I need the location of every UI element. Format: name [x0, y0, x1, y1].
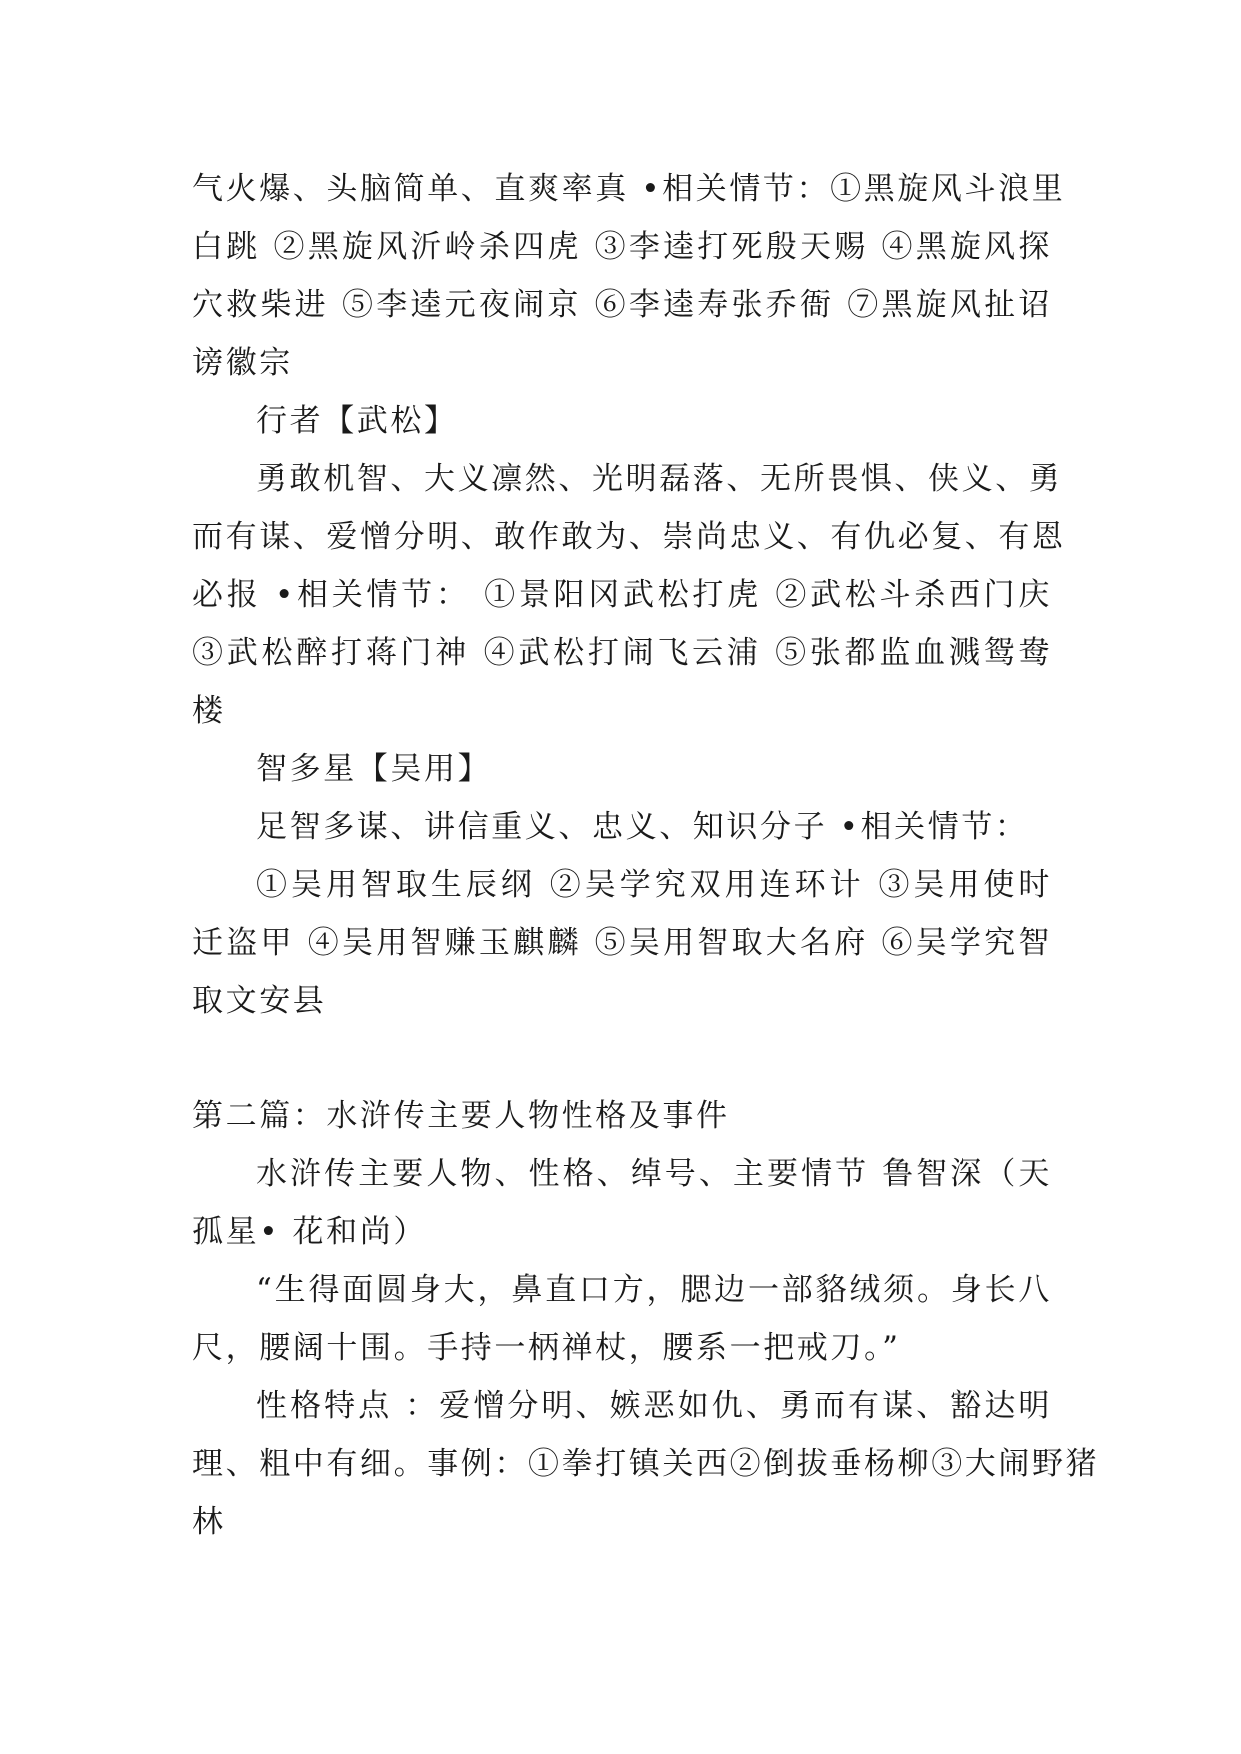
- quote-line: “生得面圆身大，鼻直口方，腮边一部貉绒须。身长八: [256, 1272, 1052, 1308]
- text-line: 性格特点 ：爱憎分明、嫉恶如仇、勇而有谋、豁达明: [256, 1388, 1052, 1424]
- text-line: 取文安县: [192, 983, 327, 1019]
- text-line: ①吴用智取生辰纲 ②吴学究双用连环计 ③吴用使时: [256, 867, 1052, 903]
- text-line: ③武松醉打蒋门神 ④武松打闹飞云浦 ⑤张都监血溅鸳鸯: [192, 635, 1052, 671]
- section-heading: 智多星【吴用】: [256, 751, 492, 787]
- text-line: 谤徽宗: [192, 345, 293, 381]
- text-line: 白跳 ②黑旋风沂岭杀四虎 ③李逵打死殷天赐 ④黑旋风探: [192, 229, 1052, 265]
- quote-line: 尺，腰阔十围。手持一柄禅杖，腰系一把戒刀。”: [192, 1330, 901, 1366]
- text-line: 楼: [192, 693, 226, 729]
- text-line: 穴救柴进 ⑤李逵元夜闹京 ⑥李逵寿张乔衙 ⑦黑旋风扯诏: [192, 287, 1052, 323]
- text-line: 勇敢机智、大义凛然、光明磊落、无所畏惧、侠义、勇: [256, 461, 1063, 497]
- text-line: 林: [192, 1504, 226, 1540]
- text-line: 必报 •相关情节： ①景阳冈武松打虎 ②武松斗杀西门庆: [192, 577, 1052, 613]
- text-line: 而有谋、爱憎分明、敢作敢为、崇尚忠义、有仇必复、有恩: [192, 519, 1066, 555]
- text-line: 迁盗甲 ④吴用智赚玉麒麟 ⑤吴用智取大名府 ⑥吴学究智: [192, 925, 1052, 961]
- text-line: 水浒传主要人物、性格、绰号、主要情节 鲁智深（天: [256, 1156, 1052, 1192]
- text-line: 孤星• 花和尚）: [192, 1214, 427, 1250]
- text-line: 足智多谋、讲信重义、忠义、知识分子 •相关情节：: [256, 809, 1029, 845]
- section-heading: 行者【武松】: [256, 403, 458, 439]
- text-line: 理、粗中有细。事例：①拳打镇关西②倒拔垂杨柳③大闹野猪: [192, 1446, 1100, 1482]
- chapter-title: 第二篇：水浒传主要人物性格及事件: [192, 1098, 730, 1134]
- text-line: 气火爆、头脑简单、直爽率真 •相关情节：①黑旋风斗浪里: [192, 171, 1066, 207]
